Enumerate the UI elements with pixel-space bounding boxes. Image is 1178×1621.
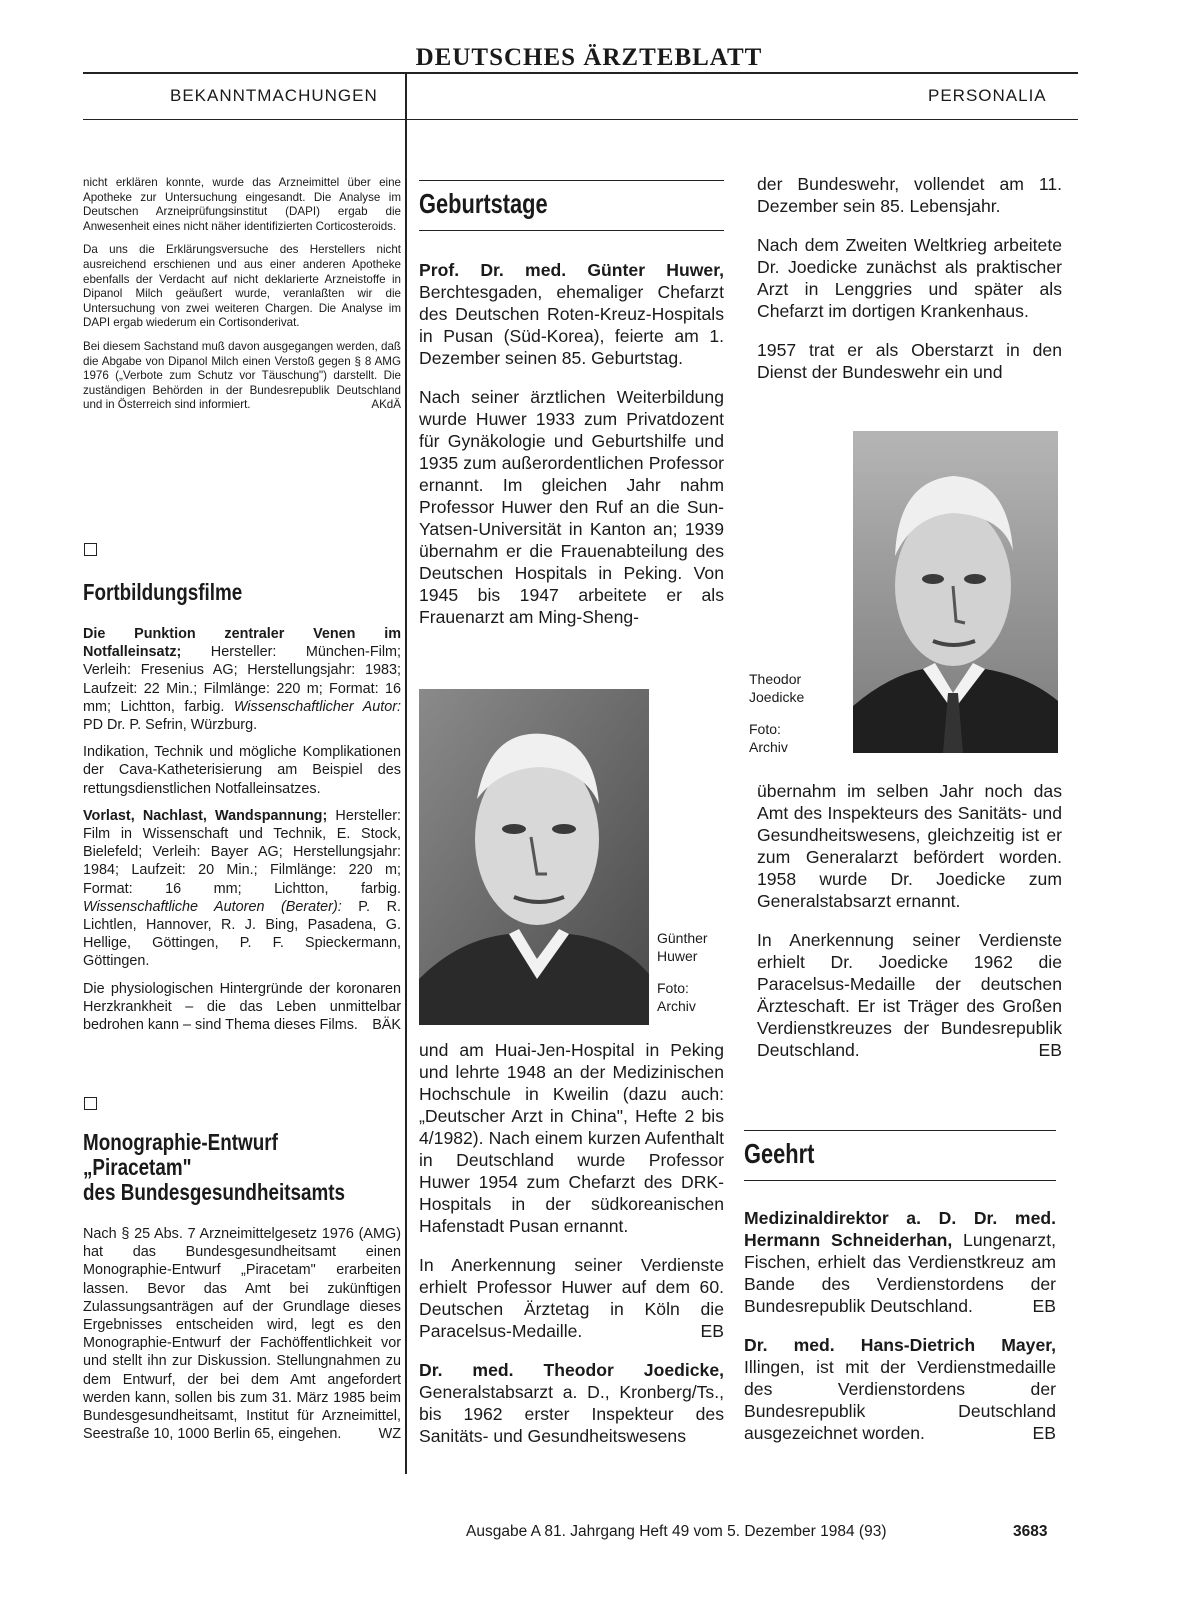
caption-huwer: Günther Huwer Foto: Archiv: [657, 930, 708, 1014]
footer-issue: Ausgabe A 81. Jahrgang Heft 49 vom 5. Dezember 1984 (93): [466, 1523, 887, 1540]
paragraph: Dr. med. Hans-Dietrich Mayer, Illingen, ist mit der Verdienstmedaille des Verdienstordens der Bundesrepublik Deutschland ausgezeichnet worden. EB: [744, 1335, 1056, 1443]
section-label-right: PERSONALIA: [928, 86, 1047, 105]
masthead: DEUTSCHES ÄRZTEBLATT: [415, 44, 763, 71]
signature: EB: [1032, 1296, 1056, 1316]
film-entry: Vorlast, Nachlast, Wandspannung; Hersteller: Film in Wissenschaft und Technik, E. Stock, Bielefeld; Verleih: Bayer AG; Herstellungsjahr: 1984; Laufzeit: 20 Min.; Filmlänge: 220 m; Format: 16 mm; Lichtton, farbig. Wissenschaftliche Autoren (Berater): P. R. Lichtlen, Hannover, R. J. Bing, Pasadena, G. Hellige, Göttingen, P. F. Spieckermann, Göttingen.: [83, 807, 402, 970]
column-divider: [405, 74, 407, 1474]
paragraph: der Bundeswehr, vollendet am 11. Dezember sein 85. Lebensjahr.: [757, 174, 1062, 216]
paragraph: und am Huai-Jen-Hospital in Peking und lehrte 1948 an der Medizinischen Hochschule in Kweilin (dazu auch: „Deutscher Arzt in China", Hefte 2 bis 4/1982). Nach einem kurzen Aufenthalt in Deutschland wurde Professor Huwer 1954 zum Chefarzt des DRK-Hospitals in der südkoreanischen Hafenstadt Pusan ernannt.: [419, 1040, 724, 1236]
signature: BÄK: [372, 1017, 401, 1034]
film-entry: Die Punktion zentraler Venen im Notfalleinsatz; Hersteller: München-Film; Verleih: Fresenius AG; Herstellungsjahr: 1983; Laufzeit: 22 Min.; Filmlänge: 220 m; Format: 16 mm; Lichtton, farbig. Wissenschaftlicher Autor: PD Dr. P. Sefrin, Würzburg.: [83, 626, 401, 734]
paragraph: Da uns die Erklärungsversuche des Herstellers nicht ausreichend erschienen und aus einer anderen Apotheke ebenfalls der Verdacht auf nicht deklarierte Arzneistoffe in Dipanol Milch geäußert wurde, veranlaßten wir die Untersuchung von zwei weiteren Chargen. Die Analyse im DAPI ergab wiederum ein Cortisonderivat.: [83, 243, 401, 330]
portrait-huwer: [419, 689, 649, 1025]
footer-page-number: 3683: [1013, 1523, 1048, 1540]
films-text: [83, 625, 401, 1043]
paragraph: Prof. Dr. med. Günter Huwer, Berchtesgaden, ehemaliger Chefarzt des Deutschen Roten-Kreuz-Hospitals in Pusan (Süd-Korea), feierte am 1. Dezember seinen 85. Geburtstag.: [419, 260, 724, 368]
paragraph: Bei diesem Sachstand muß davon ausgegangen werden, daß die Abgabe von Dipanol Milch einen Verstoß gegen § 8 AMG 1976 („Verbote zum Schutz vor Täuschung") darstellt. Die zuständigen Behörden in der Bundesrepublik Deutschland und in Österreich sind informiert. AKdÄ: [83, 339, 401, 412]
section-box-icon: [84, 543, 97, 556]
paragraph: Medizinaldirektor a. D. Dr. med. Hermann Schneiderhan, Lungenarzt, Fischen, erhielt das Verdienstkreuz am Bande des Verdienstordens der Bundesrepublik Deutschland. EB: [744, 1208, 1056, 1316]
paragraph: Nach dem Zweiten Weltkrieg arbeitete Dr. Joedicke zunächst als praktischer Arzt in Lenggries und später als Chefarzt im dortigen Krankenhaus.: [757, 235, 1062, 321]
caption-joedicke: Theodor Joedicke Foto: Archiv: [749, 671, 805, 755]
paragraph: 1957 trat er als Oberstarzt in den Dienst der Bundeswehr ein und: [757, 340, 1062, 382]
col3-middle-text: [757, 780, 1062, 1078]
film-description: Indikation, Technik und mögliche Komplikationen der Cava-Katheterisierung am Beispiel des rettungsdienstlichen Notfalleinsatzes.: [83, 744, 401, 797]
signature: AKdÄ: [371, 398, 401, 412]
paragraph: übernahm im selben Jahr noch das Amt des Inspekteurs des Sanitäts- und Gesundheitswesens, gleichzeitig ist er zum Generalarzt befördert worden. 1958 wurde Dr. Joedicke zum Generalstabsarzt ernannt.: [757, 781, 1062, 911]
heading-fortbildungsfilme: Fortbildungsfilme: [83, 579, 243, 605]
section-label-left: BEKANNTMACHUNGEN: [170, 86, 378, 105]
signature: WZ: [378, 1426, 401, 1443]
paragraph: In Anerkennung seiner Verdienste erhielt Professor Huwer auf dem 60. Deutschen Ärztetag in Köln die Paracelsus-Medaille. EB: [419, 1255, 724, 1341]
heading-rule-top: [744, 1130, 1056, 1131]
section-rule: [83, 119, 1078, 120]
paragraph: Nach seiner ärztlichen Weiterbildung wurde Huwer 1933 zum Privatdozent für Gynäkologie und Geburtshilfe und 1935 zum außerordentlichen Professor ernannt. Im gleichen Jahr nahm Professor Huwer den Ruf an die Sun-Yatsen-Universität in Kanton an; 1939 übernahm er die Frauenabteilung des Deutschen Hospitals in Peking. Von 1945 bis 1947 arbeitete er als Frauenarzt am Ming-Sheng-: [419, 387, 724, 627]
heading-rule-bottom: [744, 1180, 1056, 1181]
portrait-joedicke: [853, 431, 1058, 753]
portrait-huwer-image: [419, 689, 649, 1025]
signature: EB: [700, 1321, 724, 1341]
monographie-text: [83, 1225, 401, 1452]
paragraph: Dr. med. Theodor Joedicke, Generalstabsarzt a. D., Kronberg/Ts., bis 1962 erster Inspekteur des Sanitäts- und Gesundheitswesens: [419, 1360, 724, 1446]
signature: EB: [1032, 1423, 1056, 1443]
signature: EB: [1038, 1040, 1062, 1060]
paragraph: Nach § 25 Abs. 7 Arzneimittelgesetz 1976 (AMG) hat das Bundesgesundheitsamt einen Monographie-Entwurf „Piracetam" erarbeiten lassen. Bevor das Amt bei zukünftigen Zulassungsanträgen auf der Grundlage dieses Ergebnisses entscheiden wird, legt es den Monographie-Entwurf der Fachöffentlichkeit vor und stellt ihn zur Diskussion. Stellungnahmen zu dem Entwurf, der bei dem Amt angefordert werden kann, sollen bis zum 31. März 1985 beim Bundesgesundheitsamt, Institut für Arzneimittel, Seestraße 10, 1000 Berlin 65, eingehen. WZ: [83, 1226, 401, 1443]
heading-monographie: Monographie-Entwurf „Piracetam" des Bundesgesundheitsamts: [83, 1129, 346, 1205]
col2-upper-text: [419, 259, 724, 645]
col2-lower-text: [419, 1039, 724, 1464]
section-box-icon: [84, 1097, 97, 1110]
heading-geburtstage: Geburtstage: [419, 188, 548, 219]
col3-lower-text: [744, 1207, 1056, 1461]
col3-upper-text: [757, 173, 1062, 400]
film-description: Die physiologischen Hintergründe der koronaren Herzkrankheit – die das Leben unmittelbar bedrohen kann – sind Thema dieses Films. BÄK: [83, 980, 401, 1034]
paragraph: nicht erklären konnte, wurde das Arzneimittel über eine Apotheke zur Untersuchung eingesandt. Die Analyse im Deutschen Arzneiprüfungsinstitut (DAPI) ergab die Anwesenheit eines nicht näher identifizierten Corticosteroids.: [83, 176, 401, 233]
heading-geehrt: Geehrt: [744, 1138, 815, 1169]
heading-rule-bottom: [419, 230, 724, 231]
portrait-joedicke-image: [853, 431, 1058, 753]
masthead-rule: [83, 72, 1078, 74]
paragraph: In Anerkennung seiner Verdienste erhielt Dr. Joedicke 1962 die Paracelsus-Medaille der deutschen Ärzteschaft. Er ist Träger des Großen Verdienstkreuzes der Bundesrepublik Deutschland. EB: [757, 930, 1062, 1060]
col1-top-text: [83, 176, 401, 413]
heading-rule-top: [419, 180, 724, 181]
